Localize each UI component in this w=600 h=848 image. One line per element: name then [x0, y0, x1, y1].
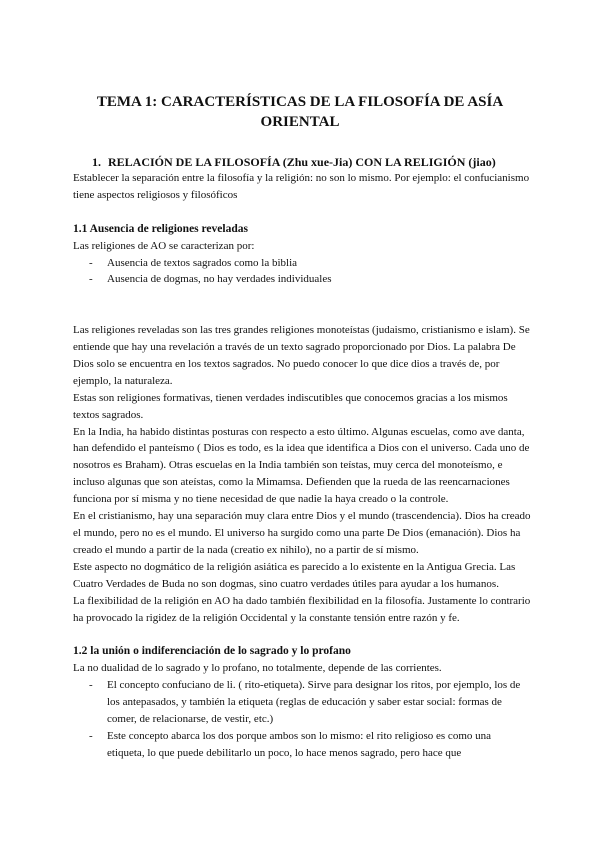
list-item: - Ausencia de dogmas, no hay verdades individuales: [73, 271, 531, 288]
document-title: TEMA 1: CARACTERÍSTICAS DE LA FILOSOFÍA DE ASÍA ORIENTAL: [96, 94, 504, 130]
subsection-1-2-lead: La no dualidad de lo sagrado y lo profano, no totalmente, depende de las corrientes.: [73, 662, 442, 675]
spacer: [73, 288, 531, 305]
section-1-intro: Establecer la separación entre la filosofía y la religión: no son lo mismo. Por ejemplo: el confucianismo tiene aspectos religiosos y filosóficos: [73, 172, 530, 201]
spacer: [73, 626, 531, 643]
subsection-1-1-lead: Las religiones de AO se caracterizan por:: [73, 239, 255, 252]
list-item: - Este concepto abarca los dos porque ambos son lo mismo: el rito religioso es como una etiqueta, lo que puede debilitarlo un poco, lo hace menos sagrado, pero hace que: [73, 728, 531, 762]
paragraph: Este aspecto no dogmático de la religión asiática es parecido a lo existente en la Antigua Grecia. Las Cuatro Verdades de Buda no son dogmas, sino cuatro verdades útiles para ayudar a los humanos.: [73, 560, 516, 590]
section-1-number: 1.: [92, 155, 101, 169]
list-item: - El concepto confuciano de li. ( rito-etiqueta). Sirve para designar los ritos, por ejemplo, los de los antepasados, y también la etiqueta (reglas de educación y saber estar social: formas de comer, de relacionarse, de vestir, etc.): [73, 677, 531, 728]
paragraph: La flexibilidad de la religión en AO ha dado también flexibilidad en la filosofía. Justamente lo contrario ha provocado la rigidez de la religión Occidental y la constante tensión entre razón y fe.: [73, 594, 531, 624]
subsection-1-1-heading: 1.1 Ausencia de religiones reveladas: [73, 222, 248, 235]
document-body: [73, 170, 531, 762]
paragraph: En el cristianismo, hay una separación muy clara entre Dios y el mundo (trascendencia). Dios ha creado el mundo, pero no es el mundo. El universo ha surgido como una parte De Dios (emanación). Dios ha creado el mundo a partir de la nada (creatio ex nihilo), no a partir de sí mismo.: [73, 510, 531, 556]
section-1-heading: [92, 154, 496, 170]
subsection-1-2-heading: 1.2 la unión o indiferenciación de lo sagrado y lo profano: [73, 645, 351, 658]
spacer: [73, 305, 531, 322]
list-item: - Ausencia de textos sagrados como la biblia: [73, 255, 531, 272]
spacer: [73, 204, 531, 221]
paragraph: Las religiones reveladas son las tres grandes religiones monoteístas (judaismo, cristianismo e islam). Se entiende que hay una revelación a través de un texto sagrado proporcionado por Dios. La palabra De Dios solo se encuentra en los textos sagrados. No puedo conocer lo que dice dios a través de, por ejemplo, la naturaleza.: [73, 324, 530, 387]
paragraph: En la India, ha habido distintas posturas con respecto a esto último. Algunas escuelas, como ave danta, han defendido el panteísmo ( Dios es todo, es la idea que identifica a Dios con el universo. Cada uno de nosotros es Braham). Otras escuelas en la India también son teístas, muy cerca del monoteísmo, e incluso algunas que son ateístas, como la Mimamsa. Defienden que la rueda de las reencarnaciones funciona por sí misma y no tiene necesidad de que nadie la haya creado o la controle.: [73, 425, 530, 506]
subsection-1-2-list: [73, 677, 531, 762]
subsection-1-1-list: [73, 255, 531, 289]
paragraph: Estas son religiones formativas, tienen verdades indiscutibles que conocemos gracias a los mismos textos sagrados.: [73, 391, 508, 421]
section-1-heading-text: RELACIÓN DE LA FILOSOFÍA (Zhu xue-Jia) CON LA RELIGIÓN (jiao): [108, 155, 496, 169]
